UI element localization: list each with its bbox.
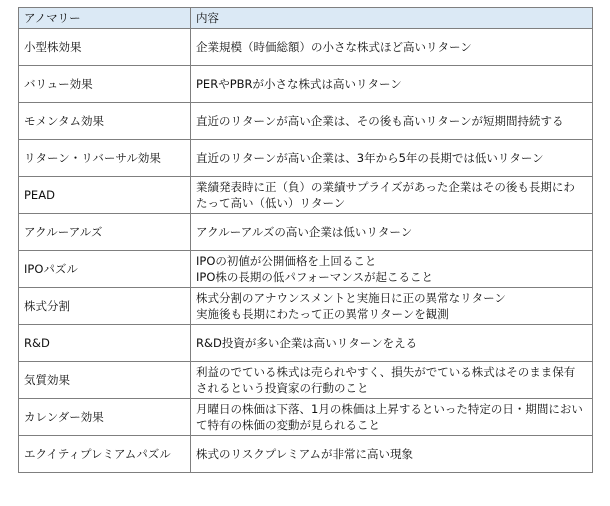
table-row (19, 436, 593, 473)
content-line: て特有の株価の変動が見られること (196, 418, 380, 432)
anomaly-content-cell (191, 29, 593, 66)
table-row (19, 251, 593, 288)
anomaly-content-cell (191, 140, 593, 177)
anomaly-content-cell (191, 177, 593, 214)
anomaly-name-cell: IPOパズル (19, 251, 191, 288)
table-row (19, 66, 593, 103)
content-line: 業績発表時に正（負）の業績サプライズがあった企業はその後も長期にわ (196, 180, 575, 194)
content-line: IPOの初値が公開価格を上回ること (196, 254, 377, 268)
anomaly-content-cell (191, 288, 593, 325)
table-row (19, 140, 593, 177)
table-row (19, 103, 593, 140)
table-row (19, 325, 593, 362)
anomaly-name-cell: アクルーアルズ (19, 214, 191, 251)
content-line: 利益のでている株式は売られやすく、損失がでている株式はそのまま保有 (196, 365, 576, 379)
anomaly-name-cell: カレンダー効果 (19, 399, 191, 436)
anomaly-name-cell: R&D (19, 325, 191, 362)
anomaly-name-cell: 株式分割 (19, 288, 191, 325)
content-line: 直近のリターンが高い企業は、3年から5年の長期では低いリターン (196, 151, 544, 165)
anomaly-name-cell: 小型株効果 (19, 29, 191, 66)
table-row (19, 29, 593, 66)
content-line: R&D投資が多い企業は高いリターンをえる (196, 336, 418, 350)
anomaly-content-cell (191, 325, 593, 362)
header-content: 内容 (191, 8, 593, 29)
anomaly-content-cell (191, 251, 593, 288)
anomaly-name-cell: PEAD (19, 177, 191, 214)
anomaly-table-container (18, 7, 593, 473)
anomaly-name-cell: 気質効果 (19, 362, 191, 399)
anomaly-name-cell: バリュー効果 (19, 66, 191, 103)
content-line: 株式分割のアナウンスメントと実施日に正の異常なリターン (196, 291, 506, 305)
anomaly-name-cell: モメンタム効果 (19, 103, 191, 140)
content-line: たって高い（低い）リターン (196, 196, 346, 210)
table-row (19, 177, 593, 214)
anomaly-name-cell: エクイティプレミアムパズル (19, 436, 191, 473)
anomaly-content-cell (191, 362, 593, 399)
anomaly-table (18, 7, 593, 473)
table-row (19, 214, 593, 251)
header-anomaly: アノマリー (19, 8, 191, 29)
anomaly-name-cell: リターン・リバーサル効果 (19, 140, 191, 177)
content-line: 企業規模（時価総額）の小さな株式ほど高いリターン (196, 40, 472, 54)
content-line: されるという投資家の行動のこと (196, 381, 369, 395)
anomaly-content-cell (191, 103, 593, 140)
anomaly-content-cell (191, 214, 593, 251)
anomaly-content-cell (191, 66, 593, 103)
content-line: 株式のリスクプレミアムが非常に高い現象 (196, 447, 414, 461)
content-line: アクルーアルズの高い企業は低いリターン (196, 225, 413, 239)
anomaly-content-cell (191, 399, 593, 436)
table-row (19, 288, 593, 325)
content-line: PERやPBRが小さな株式は高いリターン (196, 77, 402, 91)
content-line: 実施後も長期にわたって正の異常リターンを観測 (196, 307, 449, 321)
anomaly-content-cell (191, 436, 593, 473)
table-header-row (19, 8, 593, 29)
table-row (19, 362, 593, 399)
content-line: IPO株の長期の低パフォーマンスが起こること (196, 270, 433, 284)
content-line: 月曜日の株価は下落、1月の株価は上昇するといった特定の日・期間におい (196, 402, 583, 416)
table-row (19, 399, 593, 436)
content-line: 直近のリターンが高い企業は、その後も高いリターンが短期間持続する (196, 114, 564, 128)
